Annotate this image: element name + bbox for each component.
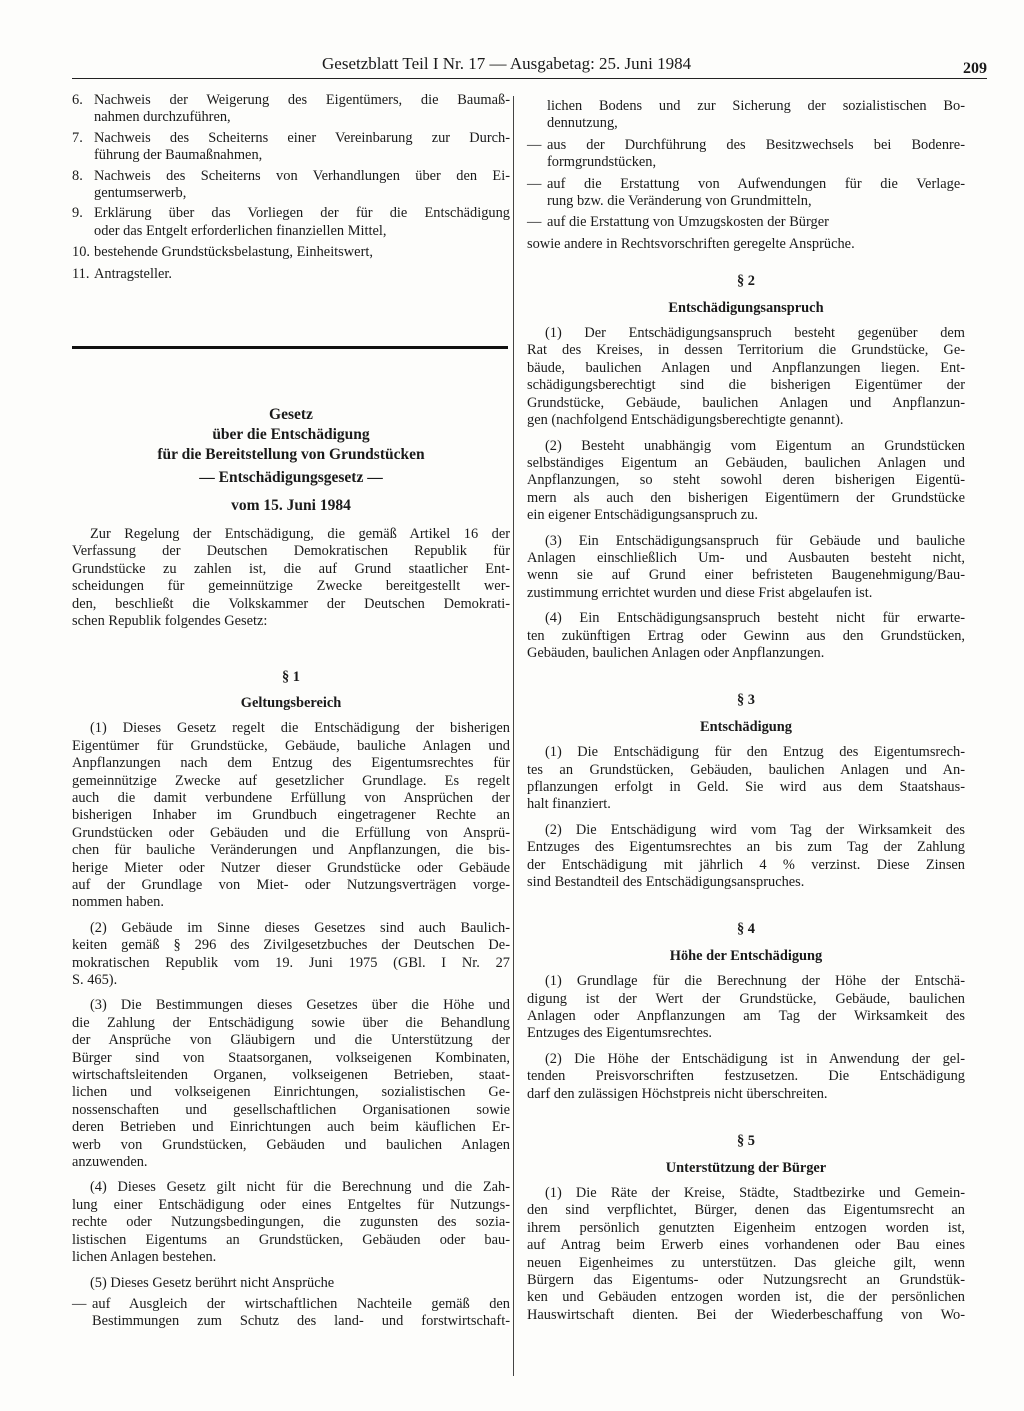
list-item: 9. Erklärung über das Vorliegen der für die Entschädigung oder das Entgelt erforderlichen finanziellen Mittel, <box>72 205 510 239</box>
dash-marker: — <box>527 136 542 153</box>
paragraph: (1) Dieses Gesetz regelt die Entschädigung der bisherigen Eigentümer für Grundstücke, Gebäude, bauliche Anlagen und Anpflanzungen nach dem Entzug des Eigentumsrechtes für gemeinnützige Zwecke auf gesetzlicher Grundlage. Es regelt auch die damit verbundene Erfüllung von Ansprüchen der bisherigen Inhaber im Grundbuch eingetragener Rechte an Grundstücken oder Gebäuden und die Erfüllung von Ansprü- chen für bauliche Veränderungen und Anpflanzungen, die bis- herige Mieter oder Nutzer dieser Grundstücke oder Gebäude auf der Grundlage von Miet- oder Nutzungsverträgen vorge- nommen haben. <box>72 720 510 911</box>
law-date: vom 15. Juni 1984 <box>231 497 351 515</box>
paragraph: (3) Ein Entschädigungsanspruch für Gebäude und bauliche Anlagen einschließlich Um- und Ausbauten besteht nicht, wenn sie auf Grund einer befristeten Baugenehmigung/Bau- zustimmung errichtet wurden und diese Frist abgelaufen ist. <box>527 532 965 601</box>
paragraph: (2) Besteht unabhängig vom Eigentum an Grundstücken selbständiges Eigentum an Gebäuden, baulichen Anlagen und Anpflanzungen, so steht sowohl deren bisherigen Eigentü- mern als auch den bisherigen Eigentümern der Grundstücke ein eigener Entschädigungsanspruch zu. <box>527 437 965 524</box>
paragraph: (3) Die Bestimmungen dieses Gesetzes über die Höhe und die Zahlung der Entschädigung sowie über die Behandlung der Ansprüche von Gläubigern und die Unterstützung der Bürger sind von Staatsorganen, volkseigenen Kombinaten, wirtschaftsleitenden Organen, volkseigenen Betrieben, staat- lichen und volkseigenen Einrichtungen, sozialistischen Ge- nossenschaften und gesellschaftlichen Organisationen sowie deren Betrieben und Einrichtungen auch beim käuflichen Er- werb von Grundstücken, Gebäuden und baulichen Anlagen anzuwenden. <box>72 997 510 1171</box>
list-item: 8. Nachweis des Scheiterns von Verhandlungen über den Ei- gentumserwerb, <box>72 167 510 202</box>
dash-marker: — <box>527 214 542 231</box>
gazette-title: Gesetzblatt Teil I Nr. 17 — Ausgabetag: 25. Juni 1984 <box>322 54 692 73</box>
paragraph: (1) Grundlage für die Berechnung der Höhe der Entschä- digung ist der Wert der Grundstücke, Gebäude, baulichen Anlagen oder Anpflanzungen am Tag der Wirksamkeit des Entzuges des Eigentumsrechtes. <box>527 973 965 1042</box>
list-item: 7. Nachweis des Scheiterns einer Vereinbarung zur Durch- führung der Baumaßnahmen, <box>72 129 510 164</box>
paragraph: (1) Die Räte der Kreise, Städte, Stadtbezirke und Gemein- den sind verpflichtet, Bürger, denen das Eigentumsrecht an ihrem persönlich genutzten Eigenheim entzogen worden ist, auf Antrag beim Erwerb eines vorhandenen oder Bau eines neuen Eigenheimes zu unterstützen. Das gleiche gilt, wenn Bürgern das Eigentums- oder Nutzungsrecht an Grundstük- ken und Gebäuden entzogen worden ist, die der persönlichen Hauswirtschaft dienten. Bei der Wiederbeschaffung von Wo- <box>527 1184 965 1323</box>
paragraph: (1) Der Entschädigungsanspruch besteht gegenüber dem Rat des Kreises, in dessen Territorium die Grundstücke, Ge- bäude, baulichen Anlagen und Anpflanzungen liegen. Ent- schädigungsberechtigt sind die bisherigen Eigentümer der Grundstücke, Gebäude, baulichen Anlagen und Anpflanzun- gen (nachfolgend Entschädigungsberechtigte genannt). <box>527 325 965 429</box>
section-number: § 1 <box>282 668 300 685</box>
page-number: 209 <box>963 60 987 77</box>
page-header <box>72 52 987 79</box>
section-heading: Unterstützung der Bürger <box>665 1159 827 1176</box>
section-heading: Geltungsbereich <box>240 694 342 711</box>
section-number: § 4 <box>737 921 755 938</box>
dash-list-item: lichen Bodens und zur Sicherung der sozialistischen Bo- dennutzung, <box>547 98 965 132</box>
paragraph: (2) Die Entschädigung wird vom Tag der Wirksamkeit des Entzuges des Eigentumsrechtes an bis zum Tag der Zahlung der Entschädigung mit jährlich 4 % verzinst. Diese Zinsen sind Bestandteil des Entschädigungsanspruches. <box>527 821 965 891</box>
right-column <box>527 98 965 1324</box>
paragraph: (2) Die Höhe der Entschädigung ist in Anwendung der gel- tenden Preisvorschriften festzusetzen. Die Entschädigung darf den zulässigen Höchstpreis nicht überschreiten. <box>527 1050 965 1102</box>
section-number: § 3 <box>737 692 755 709</box>
law-title: Gesetz <box>269 406 313 424</box>
section-number: § 5 <box>737 1133 755 1150</box>
preamble: Zur Regelung der Entschädigung, die gemäß Artikel 16 der Verfassung der Deutschen Demokratischen Republik für Grundstücke zu zahlen ist, die auf Grund staatlicher Ent- scheidungen für gemeinnützige Zwecke bereitgestellt wer- den, beschließt die Volkskammer der Deutschen Demokrati- schen Republik folgendes Gesetz: <box>72 526 510 630</box>
paragraph: (4) Dieses Gesetz gilt nicht für die Berechnung und die Zah- lung einer Entschädigung oder eines Entgeltes für Nutzungs- rechte oder Nutzungsbedingungen, die zugunsten des sozia- listischen Eigentums an Grundstücken, Gebäuden oder bau- lichen Anlagen bestehen. <box>72 1179 510 1266</box>
section-heading: Höhe der Entschädigung <box>669 947 823 964</box>
list-item: 6. Nachweis der Weigerung des Eigentümers, die Baumaß- nahmen durchzuführen, <box>72 92 510 126</box>
section-number: § 2 <box>737 273 755 290</box>
dash-list-item: — auf die Erstattung von Aufwendungen für die Verlage- rung bzw. die Veränderung von Grundmitteln, <box>527 175 965 210</box>
dash-list-item: — auf Ausgleich der wirtschaftlichen Nachteile gemäß den Bestimmungen zum Schutz des land- und forstwirtschaft- <box>72 1295 510 1330</box>
paragraph: (1) Die Entschädigung für den Entzug des Eigentumsrech- tes an Grundstücken, Gebäuden, baulichen Anlagen und An- pflanzungen erfolgt in Geld. Sie wird aus dem Staatshaus- halt finanziert. <box>527 744 965 813</box>
left-column <box>72 92 510 1331</box>
closing-sentence: sowie andere in Rechtsvorschriften geregelte Ansprüche. <box>527 235 855 252</box>
law-short-title: — Entschädigungsgesetz — <box>199 469 383 487</box>
list-item: 10. bestehende Grundstücksbelastung, Einheitswert, <box>72 244 373 261</box>
dash-marker: — <box>72 1295 87 1312</box>
section-heading: Entschädigung <box>700 718 792 735</box>
numbered-list <box>72 92 510 283</box>
paragraph: (5) Dieses Gesetz berührt nicht Ansprüche <box>90 1274 335 1291</box>
paragraph: (4) Ein Entschädigungsanspruch besteht nicht für erwarte- ten zukünftigen Ertrag oder Gewinn aus den Grundstücken, Gebäuden, baulichen Anlagen oder Anpflanzungen. <box>527 610 965 661</box>
dash-list-item: — aus der Durchführung des Besitzwechsels bei Bodenre- formgrundstücken, <box>527 136 965 171</box>
column-divider <box>513 96 514 1376</box>
paragraph: (2) Gebäude im Sinne dieses Gesetzes sind auch Baulich- keiten gemäß § 296 des Zivilgesetzbuches der Deutschen De- mokratischen Republik vom 19. Juni 1975 (GBl. I Nr. 27 S. 465). <box>72 919 510 988</box>
list-item: 11. Antragsteller. <box>72 265 172 282</box>
law-title-block: Gesetz über die Entschädigung für die Bereitstellung von Grundstücken — Entschädigungsgesetz — vom 15. Juni 1984 <box>72 405 510 516</box>
section-heading: Entschädigungsanspruch <box>668 299 824 316</box>
dash-list-item: — auf die Erstattung von Umzugskosten der Bürger <box>527 214 829 231</box>
dash-marker: — <box>527 175 542 192</box>
